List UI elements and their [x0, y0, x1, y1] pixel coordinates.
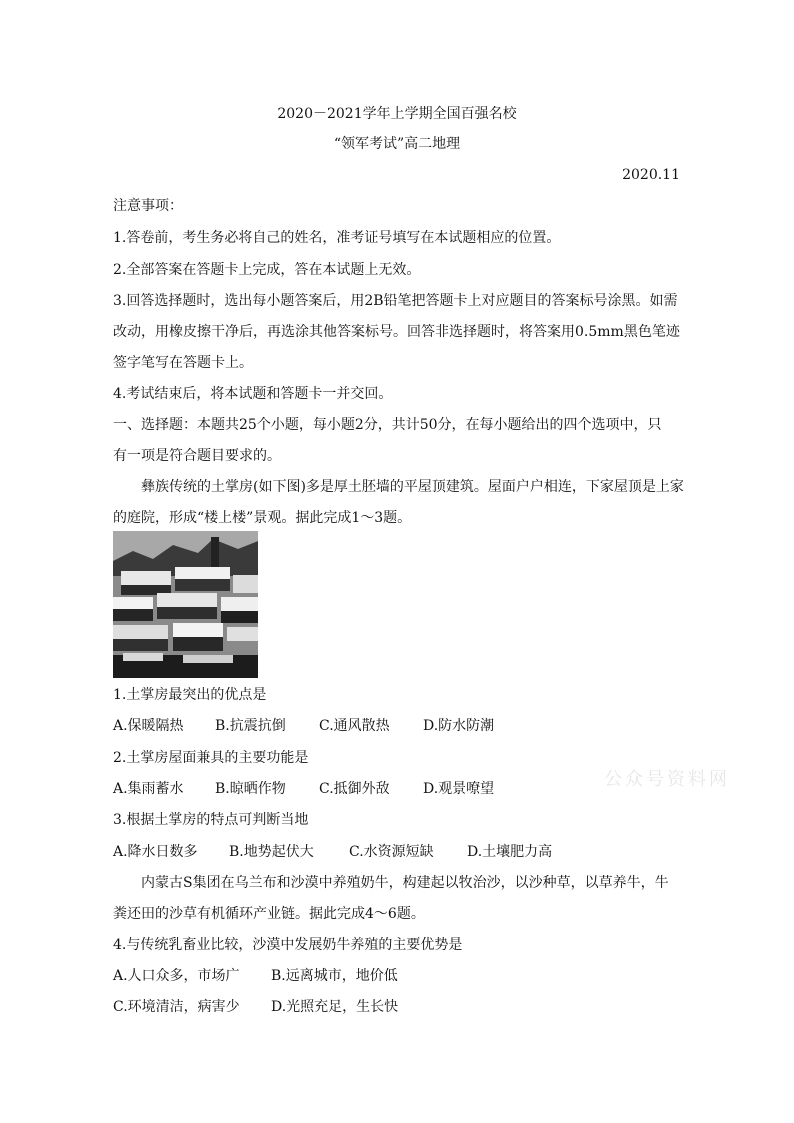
section-heading-cont: 有一项是符合题目要求的。	[113, 448, 281, 464]
option-a: A.集雨蓄水	[113, 781, 184, 797]
note-item-3: 3.回答选择题时，选出每小题答案后，用2B铅笔把答题卡上对应题目的答案标号涂黑。如需	[113, 293, 678, 309]
option-d: D.光照充足，生长快	[271, 999, 399, 1015]
question-4-options-row-1	[113, 966, 398, 986]
question-3-options	[113, 842, 552, 862]
exam-subtitle: “领军考试”高二地理	[333, 136, 461, 152]
option-d: D.土壤肥力高	[467, 844, 553, 860]
option-b: B.抗震抗倒	[215, 718, 286, 734]
note-item-4: 4.考试结束后，将本试题和答题卡一并交回。	[113, 386, 393, 402]
question-4-stem: 4.与传统乳畜业比较，沙漠中发展奶牛养殖的主要优势是	[113, 937, 463, 953]
option-b: B.地势起伏大	[229, 844, 314, 860]
note-item-1: 1.答卷前，考生务必将自己的姓名，准考证号填写在本试题相应的位置。	[113, 230, 561, 246]
question-4-options-row-2	[113, 997, 398, 1017]
option-c: C.环境清洁，病害少	[113, 999, 240, 1015]
question-2-options	[113, 779, 494, 799]
question-1-stem: 1.土掌房最突出的优点是	[113, 687, 267, 703]
option-b: B.远离城市，地价低	[271, 968, 398, 984]
question-3-stem: 3.根据土掌房的特点可判断当地	[113, 812, 309, 828]
section-heading: 一、选择题：本题共25个小题，每小题2分，共计50分，在每小题给出的四个选项中，只	[113, 417, 662, 433]
question-1-options	[113, 716, 494, 736]
passage-2-line-2: 粪还田的沙草有机循环产业链。据此完成4～6题。	[113, 906, 425, 922]
option-b: B.晾晒作物	[215, 781, 286, 797]
exam-title: 2020－2021学年上学期全国百强名校	[277, 106, 517, 122]
notes-heading: 注意事项：	[113, 198, 183, 214]
option-d: D.防水防潮	[423, 718, 495, 734]
option-d: D.观景嘹望	[423, 781, 495, 797]
exam-date: 2020.11	[622, 167, 680, 183]
note-item-3-cont: 改动，用橡皮擦干净后，再选涂其他答案标号。回答非选择题时，将答案用0.5mm黑色笔迹	[113, 324, 680, 340]
option-a: A.人口众多，市场广	[113, 968, 240, 984]
option-c: C.通风散热	[319, 718, 390, 734]
tuzhangfang-photo	[113, 531, 258, 678]
option-c: C.抵御外敌	[319, 781, 390, 797]
option-c: C.水资源短缺	[349, 844, 434, 860]
watermark: 公众号资料网	[604, 769, 730, 790]
note-item-3-end: 签字笔写在答题卡上。	[113, 355, 253, 371]
option-a: A.降水日数多	[113, 844, 198, 860]
passage-2-line-1: 内蒙古S集团在乌兰布和沙漠中养殖奶牛，构建起以牧治沙，以沙种草，以草养牛，牛	[141, 875, 669, 891]
passage-1-line-2: 的庭院，形成“楼上楼”景观。据此完成1～3题。	[113, 510, 412, 526]
note-item-2: 2.全部答案在答题卡上完成，答在本试题上无效。	[113, 262, 421, 278]
question-2-stem: 2.土掌房屋面兼具的主要功能是	[113, 750, 309, 766]
passage-1-line-1: 彝族传统的土掌房(如下图)多是厚土胚墙的平屋顶建筑。屋面户户相连，下家屋顶是上家	[141, 479, 684, 495]
option-a: A.保暖隔热	[113, 718, 184, 734]
